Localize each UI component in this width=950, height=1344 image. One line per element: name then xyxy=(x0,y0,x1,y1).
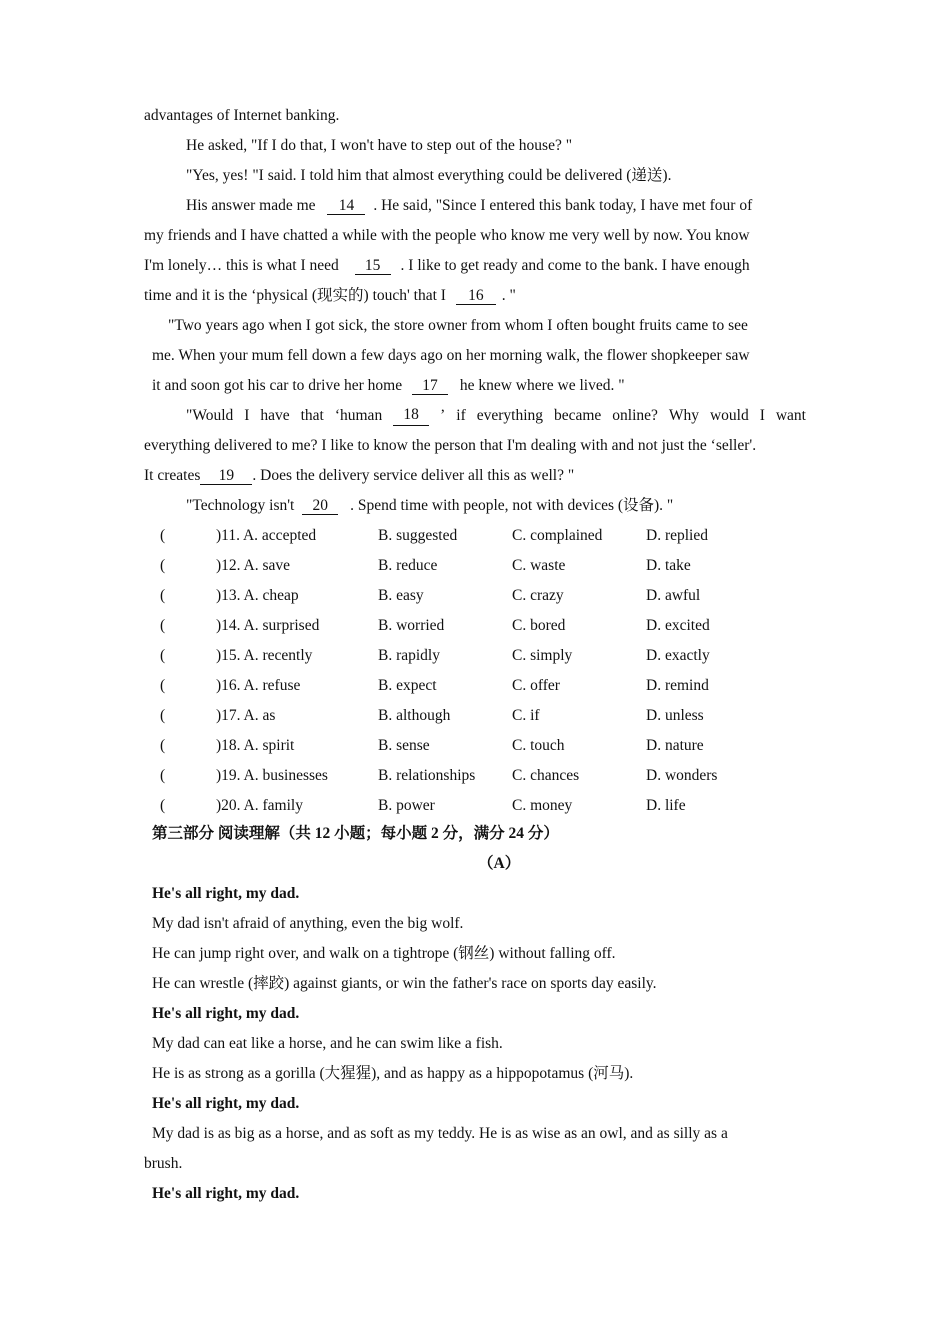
question-option-c: C. complained xyxy=(512,527,603,544)
word: online? xyxy=(612,407,658,424)
question-option-a: )11. A. accepted xyxy=(216,527,317,544)
section-heading: 第三部分 阅读理解（共 12 小题；每小题 2 分，满分 24 分） xyxy=(152,825,559,842)
text-segment: . " xyxy=(501,287,516,304)
answer-paren: ( xyxy=(160,557,166,574)
question-option-c: C. bored xyxy=(512,617,566,634)
question-option-d: D. unless xyxy=(646,707,704,724)
question-option-d: D. remind xyxy=(646,677,709,694)
question-option-c: C. simply xyxy=(512,647,573,664)
answer-paren: ( xyxy=(160,617,166,634)
poem-line: brush. xyxy=(144,1155,183,1172)
passage-line: advantages of Internet banking. xyxy=(144,107,340,124)
word: if xyxy=(456,407,466,424)
question-option-b: B. although xyxy=(378,707,451,724)
answer-paren: ( xyxy=(160,587,166,604)
word: I xyxy=(244,407,250,424)
poem-line: He can jump right over, and walk on a tightrope (钢丝) without falling off. xyxy=(152,945,616,962)
text-segment: . I like to get ready and come to the bank. I have enough xyxy=(400,257,750,274)
word: ’ xyxy=(440,407,446,424)
poem-line: My dad can eat like a horse, and he can swim like a fish. xyxy=(152,1035,503,1052)
question-option-b: B. power xyxy=(378,797,435,814)
passage-line: everything delivered to me? I like to know the person that I'm dealing with and not just the ‘seller'. xyxy=(144,437,757,454)
blank-19: 19 xyxy=(200,467,252,485)
question-option-b: B. suggested xyxy=(378,527,458,544)
passage-line: me. When your mum fell down a few days ago on her morning walk, the flower shopkeeper saw xyxy=(152,347,750,364)
question-row xyxy=(158,676,798,696)
question-option-d: D. nature xyxy=(646,737,704,754)
question-option-a: )19. A. businesses xyxy=(216,767,328,784)
text-segment: he knew where we lived. " xyxy=(459,377,625,394)
question-row xyxy=(158,766,798,786)
blank-16: 16 xyxy=(456,287,496,305)
word: have xyxy=(260,407,290,424)
word: became xyxy=(553,407,602,424)
passage-line: He asked, "If I do that, I won't have to step out of the house? " xyxy=(186,137,573,154)
answer-paren: ( xyxy=(160,527,166,544)
word: everything xyxy=(476,407,544,424)
word: Why xyxy=(668,407,700,424)
question-row xyxy=(158,736,798,756)
text-segment: time and it is the ‘physical (现实的) touch' that I xyxy=(144,287,446,304)
question-row xyxy=(158,526,798,546)
blank-14: 14 xyxy=(327,197,365,215)
question-option-a: )13. A. cheap xyxy=(216,587,299,604)
question-option-a: )16. A. refuse xyxy=(216,677,301,694)
question-row xyxy=(158,616,798,636)
passage-line: "Two years ago when I got sick, the store owner from whom I often bought fruits came to see xyxy=(168,317,748,334)
word: ‘human xyxy=(334,407,383,424)
poem-line: My dad isn't afraid of anything, even the big wolf. xyxy=(152,915,464,932)
answer-paren: ( xyxy=(160,647,166,664)
passage-line: "Yes, yes! "I said. I told him that almost everything could be delivered (递送). xyxy=(186,167,672,184)
poem-line: My dad is as big as a horse, and as soft as my teddy. He is as wise as an owl, and as silly as a xyxy=(152,1125,728,1142)
blank-15: 15 xyxy=(355,257,391,275)
question-option-c: C. crazy xyxy=(512,587,564,604)
passage-line xyxy=(186,196,752,216)
question-option-a: )12. A. save xyxy=(216,557,291,574)
question-option-a: )20. A. family xyxy=(216,797,303,814)
passage-line xyxy=(144,256,750,276)
text-segment: It creates xyxy=(144,467,201,484)
passage-line xyxy=(186,406,806,426)
blank-18: 18 xyxy=(393,406,429,426)
question-row xyxy=(158,586,798,606)
word: would xyxy=(709,407,749,424)
question-option-b: B. relationships xyxy=(378,767,476,784)
passage-line xyxy=(186,496,673,516)
question-row xyxy=(158,796,798,816)
word: want xyxy=(775,407,806,424)
text-segment: His answer made me xyxy=(186,197,316,214)
question-option-d: D. life xyxy=(646,797,686,814)
answer-paren: ( xyxy=(160,797,166,814)
poem-line: He is as strong as a gorilla (大猩猩), and as happy as a hippopotamus (河马). xyxy=(152,1065,634,1082)
question-option-b: B. worried xyxy=(378,617,445,634)
question-option-d: D. replied xyxy=(646,527,708,544)
blank-17: 17 xyxy=(412,377,448,395)
text-segment: it and soon got his car to drive her home xyxy=(152,377,403,394)
text-segment: . He said, "Since I entered this bank today, I have met four of xyxy=(373,197,753,214)
question-option-d: D. take xyxy=(646,557,691,574)
poem-line: He can wrestle (摔跤) against giants, or win the father's race on sports day easily. xyxy=(152,975,657,992)
poem-refrain: He's all right, my dad. xyxy=(152,1185,300,1202)
question-option-d: D. exactly xyxy=(646,647,710,664)
word: that xyxy=(300,407,324,424)
passage-line xyxy=(144,466,574,486)
question-option-d: D. awful xyxy=(646,587,701,604)
section-subheading: （A） xyxy=(478,855,521,872)
question-option-b: B. expect xyxy=(378,677,437,694)
question-row xyxy=(158,706,798,726)
text-segment: "Technology isn't xyxy=(186,497,295,514)
answer-paren: ( xyxy=(160,677,166,694)
question-option-c: C. if xyxy=(512,707,540,724)
passage-line: my friends and I have chatted a while with the people who know me very well by now. You know xyxy=(144,227,750,244)
passage-line xyxy=(152,376,625,396)
question-option-c: C. money xyxy=(512,797,573,814)
answer-paren: ( xyxy=(160,767,166,784)
question-option-c: C. waste xyxy=(512,557,566,574)
question-option-a: )14. A. surprised xyxy=(216,617,320,634)
question-option-b: B. reduce xyxy=(378,557,438,574)
question-option-d: D. excited xyxy=(646,617,710,634)
question-row xyxy=(158,556,798,576)
answer-paren: ( xyxy=(160,737,166,754)
question-option-d: D. wonders xyxy=(646,767,718,784)
question-option-a: )15. A. recently xyxy=(216,647,313,664)
question-option-b: B. easy xyxy=(378,587,424,604)
text-segment: I'm lonely… this is what I need xyxy=(144,257,339,274)
passage-line xyxy=(144,286,516,306)
text-segment: . Does the delivery service deliver all this as well? " xyxy=(252,467,575,484)
text-segment: . Spend time with people, not with devices (设备). " xyxy=(350,497,674,514)
poem-refrain: He's all right, my dad. xyxy=(152,1005,300,1022)
question-row xyxy=(158,646,798,666)
question-option-a: )17. A. as xyxy=(216,707,276,724)
blank-20: 20 xyxy=(302,497,338,515)
question-option-b: B. rapidly xyxy=(378,647,440,664)
question-option-a: )18. A. spirit xyxy=(216,737,295,754)
question-option-b: B. sense xyxy=(378,737,430,754)
poem-refrain: He's all right, my dad. xyxy=(152,1095,300,1112)
question-option-c: C. offer xyxy=(512,677,560,694)
question-option-c: C. touch xyxy=(512,737,565,754)
poem-refrain: He's all right, my dad. xyxy=(152,885,300,902)
question-option-c: C. chances xyxy=(512,767,580,784)
word: I xyxy=(759,407,765,424)
answer-paren: ( xyxy=(160,707,166,724)
word: "Would xyxy=(186,407,234,424)
